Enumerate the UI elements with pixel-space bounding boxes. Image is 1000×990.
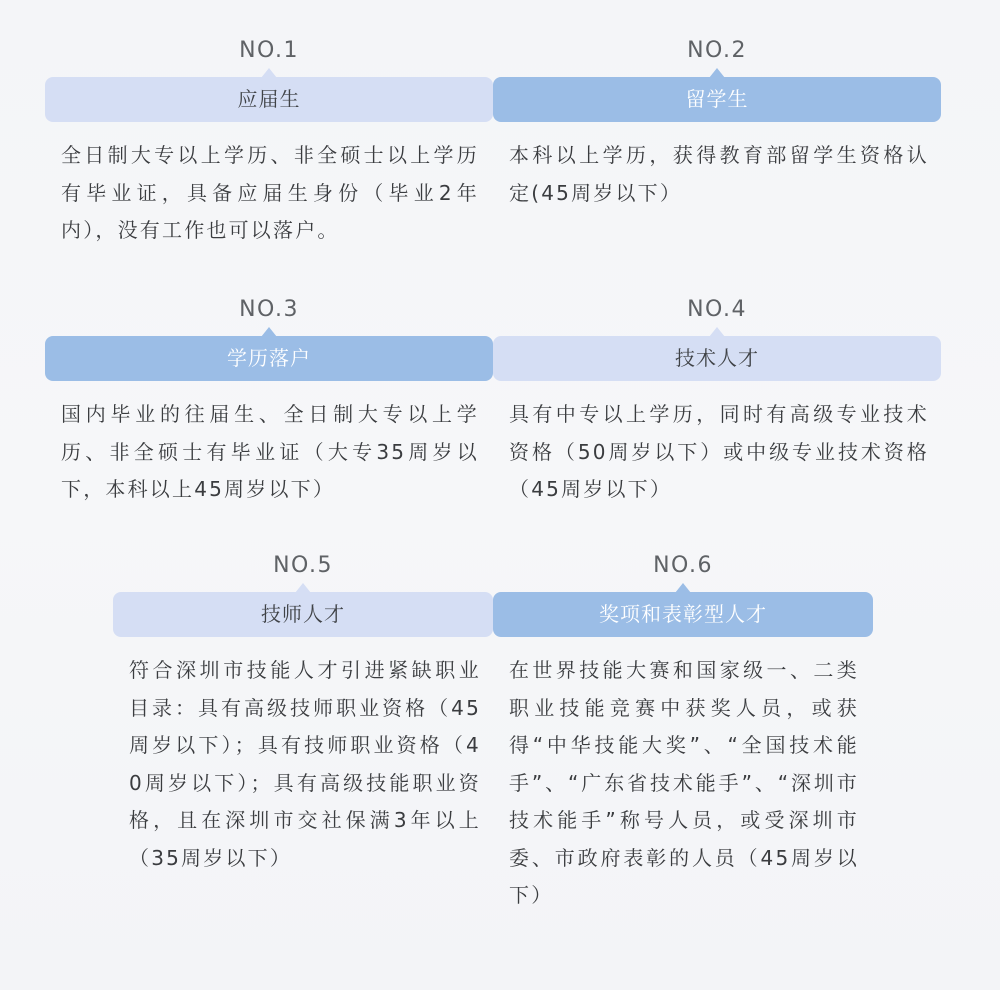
category-title-bar: 技师人才 xyxy=(113,592,493,637)
item-number: NO.5 xyxy=(273,553,333,578)
category-description: 符合深圳市技能人才引进紧缺职业目录：具有高级技师职业资格（45周岁以下）；具有技师职业资格（40周岁以下）；具有高级技能职业资格，且在深圳市交社保满3年以上（35周岁以下） xyxy=(129,658,481,870)
category-card-5 xyxy=(113,552,493,932)
item-number: NO.6 xyxy=(653,553,713,578)
category-description: 全日制大专以上学历、非全硕士以上学历有毕业证，具备应届生身份（毕业2年内），没有工作也可以落户。 xyxy=(61,143,479,242)
category-title-bar: 应届生 xyxy=(45,77,493,122)
item-number: NO.1 xyxy=(239,38,299,63)
category-title-bar: 奖项和表彰型人才 xyxy=(493,592,873,637)
category-description: 本科以上学历，获得教育部留学生资格认定(45周岁以下） xyxy=(509,143,929,205)
item-number: NO.2 xyxy=(687,38,747,63)
category-title-bar: 技术人才 xyxy=(493,336,941,381)
category-description: 国内毕业的往届生、全日制大专以上学历、非全硕士有毕业证（大专35周岁以下，本科以上45周岁以下） xyxy=(61,402,479,501)
category-card-6 xyxy=(493,552,873,932)
item-number: NO.3 xyxy=(239,297,299,322)
category-title-bar: 学历落户 xyxy=(45,336,493,381)
category-description: 在世界技能大赛和国家级一、二类职业技能竞赛中获奖人员，或获得“中华技能大奖”、“全国技术能手”、“广东省技术能手”、“深圳市技术能手”称号人员，或受深圳市委、市政府表彰的人员（45周岁以下） xyxy=(509,658,859,907)
category-card-3 xyxy=(45,296,493,516)
category-title-bar: 留学生 xyxy=(493,77,941,122)
category-card-1 xyxy=(45,37,493,257)
category-description: 具有中专以上学历，同时有高级专业技术资格（50周岁以下）或中级专业技术资格（45周岁以下） xyxy=(509,402,929,501)
category-card-2 xyxy=(493,37,941,257)
category-card-4 xyxy=(493,296,941,516)
item-number: NO.4 xyxy=(687,297,747,322)
